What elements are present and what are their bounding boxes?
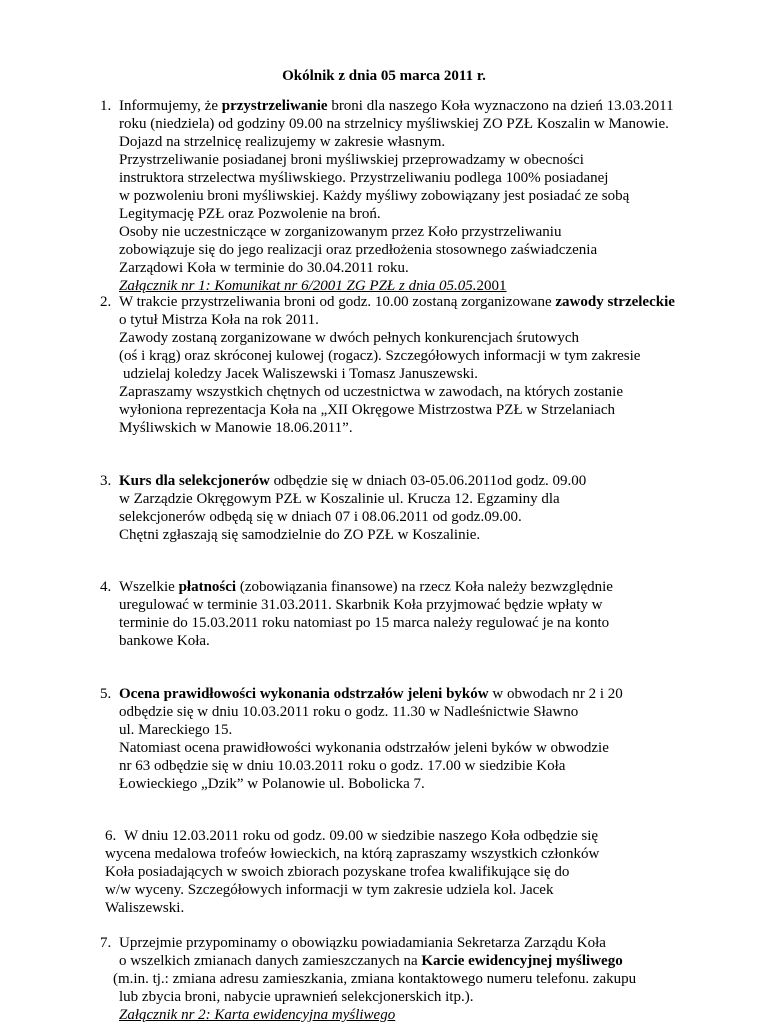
text-segment: o wszelkich zmianach danych zamieszczanych na	[119, 953, 422, 969]
text-segment: wyłoniona reprezentacja Koła na „XII Okręgowe Mistrzostwa PZŁ w Strzelaniach	[119, 402, 616, 418]
bold-text: płatności	[178, 579, 237, 595]
text-line	[119, 578, 613, 596]
text-line	[119, 472, 586, 490]
text-line	[119, 223, 561, 241]
text-segment: w/w wyceny. Szczegółowych informacji w tym zakresie udziela kol. Jacek	[105, 882, 554, 898]
text-segment: udzielaj koledzy Jacek Waliszewski i Tomasz Januszewski.	[123, 366, 479, 382]
text-line	[123, 365, 478, 383]
text-line	[119, 952, 623, 970]
text-segment: w obwodach nr 2 i 20	[488, 686, 623, 702]
text-line	[105, 899, 184, 917]
item-number: 5.	[100, 686, 112, 702]
text-segment: (oś i krąg) oraz skróconej kulowej (rogacz). Szczegółowych informacji w tym zakresie	[119, 348, 641, 364]
text-line	[105, 863, 569, 881]
bold-text: Karcie ewidencyjnej myśliwego	[421, 953, 623, 969]
underlined-text: 2001	[476, 278, 507, 294]
item-number: 6.	[105, 828, 117, 844]
text-segment: bankowe Koła.	[119, 633, 210, 649]
text-segment: (zobowiązania finansowe) na rzecz Koła należy bezwzględnie	[236, 579, 613, 595]
item-number: 4.	[100, 579, 112, 595]
text-line	[119, 757, 565, 775]
bold-text: Kurs dla selekcjonerów	[119, 473, 270, 489]
text-segment: w pozwoleniu broni myśliwskiej. Każdy myśliwy zobowiązany jest posiadać ze sobą	[119, 188, 630, 204]
text-segment: odbędzie się w dniach 03-05.06.2011od godz. 09.00	[269, 473, 587, 489]
bold-text: zawody strzeleckie	[555, 294, 675, 310]
text-segment: terminie do 15.03.2011 roku natomiast po 15 marca należy regulować je na konto	[119, 615, 610, 631]
text-line	[119, 632, 210, 650]
item-number: 1.	[100, 98, 112, 114]
text-line	[119, 419, 353, 437]
text-segment: w Zarządzie Okręgowym PZŁ w Koszalinie ul. Krucza 12. Egzaminy dla	[119, 491, 560, 507]
text-segment: wycena medalowa trofeów łowieckich, na którą zapraszamy wszystkich członków	[105, 846, 600, 862]
text-segment: Dojazd na strzelnicę realizujemy w zakresie własnym.	[119, 134, 446, 150]
text-line	[119, 934, 606, 952]
text-segment: Myśliwskich w Manowie 18.06.2011”.	[119, 420, 353, 436]
text-line	[105, 881, 553, 899]
text-segment: Osoby nie uczestniczące w zorganizowanym przez Koło przystrzeliwaniu	[119, 224, 562, 240]
text-line	[119, 401, 615, 419]
bold-text: przystrzeliwanie	[221, 98, 328, 114]
text-segment: nr 63 odbędzie się w dniu 10.03.2011 roku o godz. 17.00 w siedzibie Koła	[119, 758, 566, 774]
text-line	[119, 383, 623, 401]
text-line	[119, 988, 473, 1006]
text-segment: Zapraszamy wszystkich chętnych od uczestnictwa w zawodach, na których zostanie	[119, 384, 623, 400]
item-number: 7.	[100, 935, 112, 951]
text-segment: selekcjonerów odbędą się w dniach 07 i 08.06.2011 od godz.09.00.	[119, 509, 522, 525]
text-segment: Przystrzeliwanie posiadanej broni myśliwskiej przeprowadzamy w obecności	[119, 152, 584, 168]
text-segment: Chętni zgłaszają się samodzielnie do ZO PZŁ w Koszalinie.	[119, 527, 481, 543]
text-segment: Zawody zostaną zorganizowane w dwóch pełnych konkurencjach śrutowych	[119, 330, 579, 346]
text-segment: Uprzejmie przypominamy o obowiązku powiadamiania Sekretarza Zarządu Koła	[119, 935, 606, 951]
text-segment: ul. Mareckiego 15.	[119, 722, 233, 738]
text-line	[119, 133, 445, 151]
text-segment: Informujemy, że	[119, 98, 222, 114]
text-segment: Koła posiadających w swoich zbiorach pozyskane trofea kwalifikujące się do	[105, 864, 570, 880]
text-line	[119, 115, 669, 133]
text-line	[119, 293, 675, 311]
text-segment: instruktora strzelectwa myśliwskiego. Przystrzeliwaniu podlega 100% posiadanej	[119, 170, 609, 186]
text-line	[105, 845, 599, 863]
text-segment: Wszelkie	[119, 579, 179, 595]
text-segment: lub zbycia broni, nabycie uprawnień selekcjonerskich itp.).	[119, 989, 474, 1005]
text-line	[119, 775, 425, 793]
text-line	[119, 703, 578, 721]
text-segment: uregulować w terminie 31.03.2011. Skarbnik Koła przyjmować będzie wpłaty w	[119, 597, 603, 613]
text-line	[113, 970, 636, 988]
text-line	[119, 614, 609, 632]
text-segment: Łowieckiego „Dzik” w Polanowie ul. Bobolicka 7.	[119, 776, 425, 792]
text-line	[119, 187, 629, 205]
text-line	[119, 259, 409, 277]
text-segment: W dniu 12.03.2011 roku od godz. 09.00 w siedzibie naszego Koła odbędzie się	[124, 828, 599, 844]
page-title: Okólnik z dnia 05 marca 2011 r.	[282, 68, 486, 84]
attachment-link-text: Załącznik nr 1: Komunikat nr 6/2001 ZG PZŁ z dnia 05.05.	[119, 278, 477, 294]
text-line	[119, 596, 602, 614]
text-segment: zobowiązuje się do jego realizacji oraz przedłożenia stosownego zaświadczenia	[119, 242, 598, 258]
text-segment: W trakcie przystrzeliwania broni od godz. 10.00 zostaną zorganizowane	[119, 294, 556, 310]
text-line	[119, 526, 480, 544]
text-segment: (m.in. tj.: zmiana adresu zamieszkania, zmiana kontaktowego numeru telefonu. zakupu	[113, 971, 637, 987]
text-line	[119, 721, 232, 739]
text-line	[119, 205, 381, 223]
text-line	[119, 739, 609, 757]
text-segment: o tytuł Mistrza Koła na rok 2011.	[119, 312, 319, 328]
text-line	[119, 169, 608, 187]
text-segment: Zarządowi Koła w terminie do 30.04.2011 roku.	[119, 260, 409, 276]
text-segment: Waliszewski.	[105, 900, 185, 916]
item-number: 3.	[100, 473, 112, 489]
bold-text: Ocena prawidłowości wykonania odstrzałów jeleni byków	[119, 686, 489, 702]
text-line	[124, 827, 598, 845]
text-line	[119, 97, 674, 115]
text-line	[119, 490, 560, 508]
text-line	[119, 508, 522, 526]
text-line	[119, 685, 623, 703]
text-segment: broni dla naszego Koła wyznaczono na dzień 13.03.2011	[327, 98, 674, 114]
item-number: 2.	[100, 294, 112, 310]
attachment-link-text: Załącznik nr 2: Karta ewidencyjna myśliwego	[119, 1007, 396, 1023]
text-segment: Legitymację PZŁ oraz Pozwolenie na broń.	[119, 206, 381, 222]
text-line	[119, 151, 584, 169]
text-segment: Natomiast ocena prawidłowości wykonania odstrzałów jeleni byków w obwodzie	[119, 740, 609, 756]
text-line	[119, 329, 579, 347]
text-segment: roku (niedziela) od godziny 09.00 na strzelnicy myśliwskiej ZO PZŁ Koszalin w Manowie.	[119, 116, 669, 132]
text-line	[119, 311, 319, 329]
text-line	[119, 241, 597, 259]
text-segment: odbędzie się w dniu 10.03.2011 roku o godz. 11.30 w Nadleśnictwie Sławno	[119, 704, 579, 720]
text-line	[119, 1006, 395, 1024]
text-line	[119, 347, 640, 365]
